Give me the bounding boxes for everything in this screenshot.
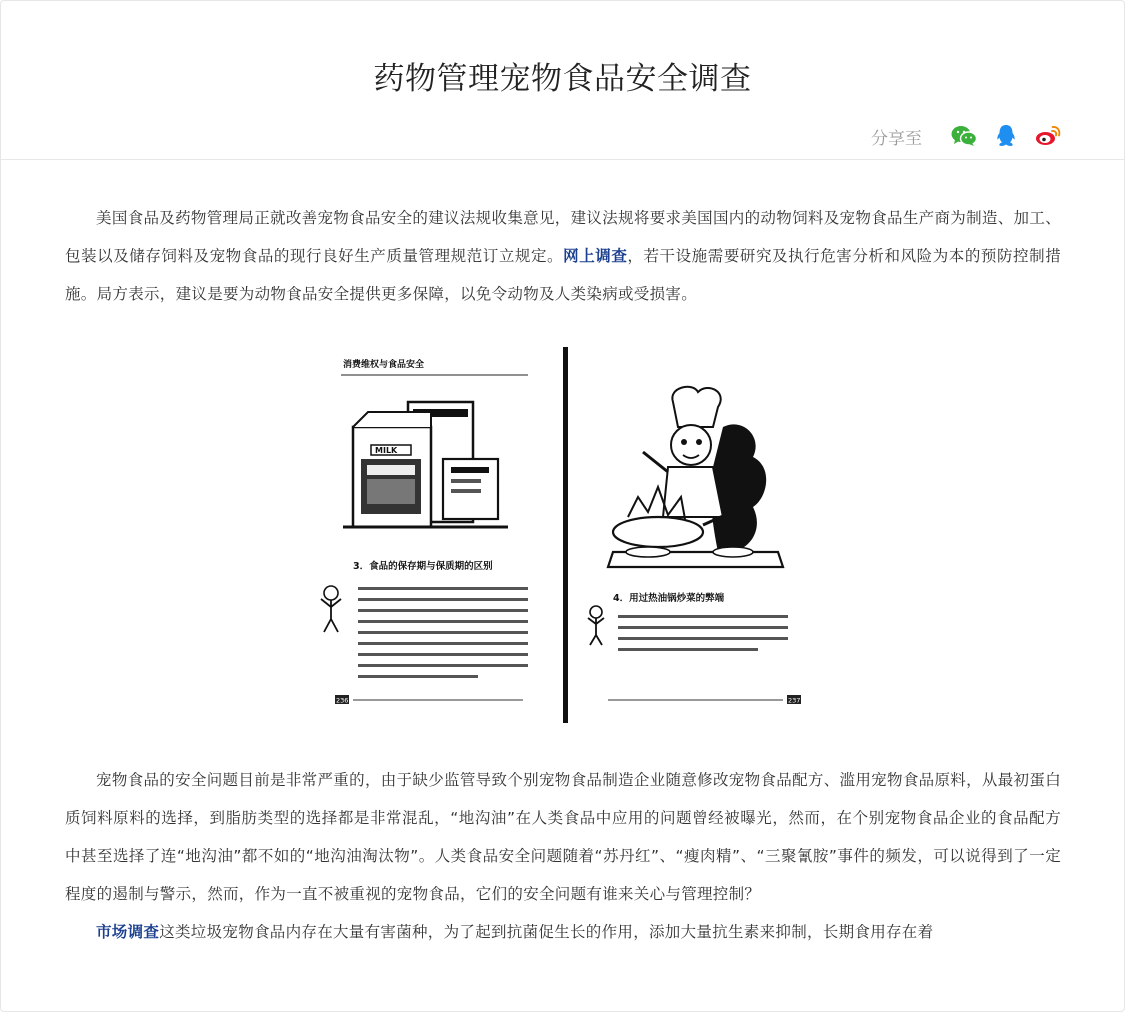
left-page-header: 消费维权与食品安全 [343,360,425,370]
right-page-text-lines [618,615,788,651]
book-spine [563,347,568,723]
online-survey-link[interactable]: 网上调查 [563,247,628,265]
wechat-icon[interactable] [950,122,978,150]
share-label: 分享至 [871,128,922,149]
cartoon-figure-right-icon [588,606,604,645]
paragraph-1-text-a: 美国食品及药物管理局正就改善宠物食品安全的建议法规收集意见，建议法规将要求美国国内的动物饲料及宠物食品生产商为制造、加工、包装以及储存饲料及宠物食品的现行良好生产质量管理规范订立规定。 [65,209,1061,265]
milk-label: MILK [375,446,398,455]
qq-icon[interactable] [992,122,1020,150]
left-page-heading: 3．食品的保存期与保质期的区别 [353,561,493,572]
paragraph-2: 宠物食品的安全问题目前是非常严重的，由于缺少监管导致个别宠物食品制造企业随意修改宠物食品配方、滥用宠物食品原料，从最初蛋白质饲料原料的选择，到脂肪类型的选择都是非常混乱，“地沟油”在人类食品中应用的问题曾经被曝光，然而，在个别宠物食品企业的食品配方中甚至选择了连“地沟油”都不如的“地沟油淘汰物”。人类食品安全问题随着“苏丹红”、“瘦肉精”、“三聚氰胺”事件的频发，可以说得到了一定程度的遏制与警示，然而，作为一直不被重视的宠物食品，它们的安全问题有谁来关心与管理控制？ [65,771,1061,903]
paragraph-3-text: 这类垃圾宠物食品内存在大量有害菌种，为了起到抗菌促生长的作用，添加大量抗生素来抑制，长期食用存在着 [159,923,934,941]
paragraph-1-text-b: ，若干设施需要研究及执行危害分析和风险为本的预防控制措施。局方表示，建议是要为动物食品安全提供更多保障，以免令动物及人类染病或受损害。 [65,247,1061,303]
cartoon-figure-left-icon [321,586,341,632]
right-page-number: 237 [788,696,801,705]
article-body [65,199,1061,951]
header-divider [1,159,1124,160]
left-page-text-lines [358,587,528,678]
page-title: 药物管理宠物食品安全调查 [373,61,752,97]
market-survey-link[interactable]: 市场调查 [96,923,160,941]
paragraph-1 [65,199,1061,313]
right-page-heading: 4．用过热油锅炒菜的弊端 [613,593,725,604]
share-bar [871,121,1062,151]
chef-cooking-illustration [608,387,783,567]
paragraph-3 [65,913,1061,951]
milk-packages-illustration [343,402,508,527]
scanned-book-pages-image [313,347,813,723]
article-figure [313,347,813,723]
left-page-number: 236 [336,696,349,705]
weibo-icon[interactable] [1034,122,1062,150]
